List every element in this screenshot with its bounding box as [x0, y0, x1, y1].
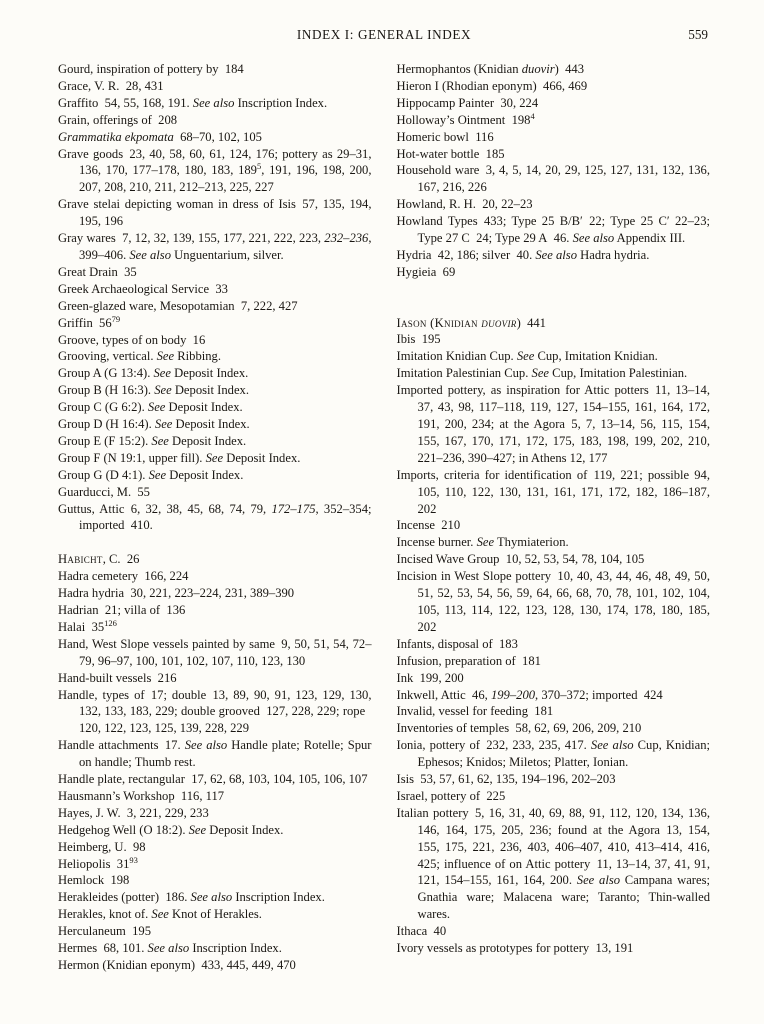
entry-text: Invalid, vessel for feeding 181	[396, 704, 554, 719]
entry-text: Deposit Index.	[206, 822, 284, 837]
entry-text: See	[156, 349, 175, 364]
entry-text: Group B (H 16:3).	[58, 383, 155, 398]
entry-text: Isis 53, 57, 61, 62, 135, 194–196, 202–203	[396, 772, 616, 787]
index-entry	[58, 450, 372, 467]
entry-text: Inkwell, Attic 46,	[396, 687, 491, 702]
entry-text: See also	[572, 231, 615, 246]
index-entry	[58, 906, 372, 923]
entry-text: , C. 26	[102, 552, 140, 567]
entry-text: Hand, West Slope vessels painted by same 9, 50, 51, 54, 72–79, 96–97, 100, 101, 102, 107, 110, 123, 130	[58, 636, 372, 668]
entry-text: , 191, 196, 198, 200, 207, 208, 210, 211, 212–213, 225, 227	[79, 163, 372, 195]
index-entry	[58, 737, 372, 771]
index-entry	[58, 129, 372, 146]
footnote-superscript: 126	[104, 617, 117, 628]
index-entry	[58, 315, 372, 332]
entry-text: Hayes, J. W. 3, 221, 229, 233	[58, 805, 209, 820]
page-number: 559	[688, 27, 708, 42]
index-entry	[397, 517, 711, 534]
index-columns	[58, 61, 710, 974]
entry-text: Incense 210	[396, 518, 461, 533]
index-entry	[58, 348, 372, 365]
index-entry	[397, 771, 711, 788]
entry-text: Thymiaterion.	[494, 535, 569, 550]
index-entry	[58, 298, 372, 315]
page-title: INDEX I: GENERAL INDEX	[296, 27, 472, 42]
column-right	[397, 61, 711, 974]
entry-text: See	[188, 822, 207, 837]
entry-text: duovir	[481, 315, 517, 330]
entry-text: Group E (F 15:2).	[58, 433, 152, 448]
entry-text: Deposit Index.	[171, 383, 249, 398]
entry-text: Cup, Knidian; Ephesos; Knidos; Miletos; Platter, Ionian.	[417, 738, 711, 770]
index-entry	[397, 720, 711, 737]
entry-text: Deposit Index.	[223, 450, 301, 465]
entry-text: See	[148, 467, 167, 482]
entry-text: Cup, Imitation Knidian.	[534, 349, 658, 364]
index-entry	[397, 467, 711, 518]
entry-text: Deposit Index.	[172, 417, 250, 432]
index-entry	[58, 365, 372, 382]
entry-text: See	[516, 349, 535, 364]
entry-text: , 352–354; imported 410.	[79, 501, 372, 533]
index-entry	[58, 61, 372, 78]
index-entry	[58, 484, 372, 501]
entry-text: See also	[184, 738, 228, 753]
entry-text: Cup, Imitation Palestinian.	[549, 366, 688, 381]
entry-text: Ivory vessels as prototypes for pottery 13, 191	[396, 941, 634, 956]
entry-text: Campana wares; Gnathia ware; Malacena ware; Taranto; Thin-walled wares.	[417, 873, 710, 922]
entry-text: Handle attachments 17.	[58, 738, 185, 753]
entry-text: See	[154, 417, 173, 432]
index-entry	[58, 839, 372, 856]
index-entry	[58, 416, 372, 433]
entry-text: Hand-built vessels 216	[58, 670, 177, 685]
entry-text: See	[147, 400, 166, 415]
index-entry	[397, 923, 711, 940]
entry-text: Inventories of temples 58, 62, 69, 206, 209, 210	[396, 721, 642, 736]
entry-text: Holloway’s Ointment 198	[396, 112, 531, 127]
entry-text: Group F (N 19:1, upper fill).	[58, 450, 206, 465]
entry-text: Deposit Index.	[165, 400, 243, 415]
entry-text: Gourd, inspiration of pottery by 184	[58, 62, 244, 76]
entry-text: Unguentarium, silver.	[171, 247, 284, 262]
entry-text: See also	[147, 941, 190, 956]
entry-text: See also	[190, 890, 233, 905]
index-entry	[58, 433, 372, 450]
entry-text: Incision in West Slope pottery 10, 40, 43, 44, 46, 48, 49, 50, 51, 52, 53, 54, 56, 59, 64, 66, 68, 70, 78, 101, 102, 104, 105, 113, 114, 122, 123, 128, 130, 174, 178, 180, 185, 202	[396, 569, 710, 634]
entry-text: Imported pottery, as inspiration for Attic potters 11, 13–14, 37, 43, 98, 117–118, 119, 127, 154–155, 161, 164, 172, 191, 200, 234; at the Agora 5, 7, 13–14, 56, 115, 154, 155, 167, 170, 171, 172, 175, 183, 198, 199, 202, 210, 221–236, 390–427; in Athens 12, 177	[396, 383, 710, 465]
entry-text: Hydria 42, 186; silver 40.	[396, 247, 536, 262]
entry-text: Hieron I (Rhodian eponym) 466, 469	[396, 78, 588, 93]
entry-text: Ionia, pottery of 232, 233, 235, 417.	[396, 738, 591, 753]
index-entry	[58, 501, 372, 535]
entry-text: Group D (H 16:4).	[58, 417, 155, 432]
entry-text: Grave stelai depicting woman in dress of Isis 57, 135, 194, 195, 196	[58, 197, 372, 229]
index-entry	[58, 551, 372, 568]
index-entry	[58, 382, 372, 399]
entry-text: duovir	[521, 62, 555, 76]
entry-text: Handle plate; Rotelle; Spur on handle; Thumb rest.	[79, 738, 372, 770]
index-entry	[397, 247, 711, 264]
index-entry	[397, 331, 711, 348]
entry-text: Groove, types of on body 16	[58, 332, 206, 347]
entry-text: See	[153, 366, 171, 381]
entry-text: Hausmann’s Workshop 116, 117	[58, 788, 225, 803]
index-entry	[58, 281, 372, 298]
entry-text: See	[151, 433, 169, 448]
index-entry	[58, 923, 372, 940]
index-entry	[397, 788, 711, 805]
entry-text: See also	[590, 738, 634, 753]
entry-text: Ribbing.	[174, 349, 221, 364]
page-header	[58, 27, 710, 45]
entry-text: See also	[535, 247, 577, 262]
footnote-superscript: 5	[256, 161, 262, 172]
entry-text: See also	[129, 247, 171, 262]
entry-text: Gray wares 7, 12, 32, 139, 155, 177, 221, 222, 223,	[58, 231, 325, 246]
entry-text: Griffin 56	[58, 315, 112, 330]
index-entry	[397, 568, 711, 636]
entry-text: Appendix III.	[614, 231, 686, 246]
index-entry	[397, 95, 711, 112]
entry-text: Habicht	[58, 552, 103, 567]
index-entry	[58, 856, 372, 873]
index-entry	[397, 213, 711, 247]
index-entry	[58, 822, 372, 839]
entry-text: Deposit Index.	[168, 433, 247, 448]
entry-text: Inscription Index.	[189, 941, 282, 956]
index-entry	[58, 95, 372, 112]
entry-text: Hermophantos (Knidian	[396, 62, 522, 76]
index-entry	[58, 619, 372, 636]
index-entry	[397, 162, 711, 196]
index-entry	[397, 264, 711, 281]
entry-text: Knot of Herakles.	[168, 907, 262, 922]
index-entry	[58, 889, 372, 906]
entry-text: Halai 35	[58, 619, 105, 634]
entry-text: Incense burner.	[396, 535, 477, 550]
index-entry	[58, 585, 372, 602]
entry-text: Greek Archaeological Service 33	[58, 281, 228, 296]
index-entry	[58, 957, 372, 974]
entry-text: ) 441	[516, 315, 546, 330]
entry-text: Ithaca 40	[396, 924, 447, 939]
entry-text: Inscription Index.	[234, 95, 328, 110]
entry-text: Howland, R. H. 20, 22–23	[396, 197, 533, 212]
index-entry	[397, 61, 711, 78]
index-entry	[58, 196, 372, 230]
entry-text: Ibis 195	[396, 332, 441, 347]
index-entry	[58, 636, 372, 670]
entry-text: , 399–406.	[79, 231, 372, 262]
index-entry	[58, 670, 372, 687]
entry-text: Incised Wave Group 10, 52, 53, 54, 78, 104, 105	[396, 552, 645, 567]
entry-text: , 370–372; imported 424	[535, 687, 663, 702]
entry-text: Group A (G 13:4).	[58, 366, 154, 381]
entry-text: Group G (D 4:1).	[58, 467, 149, 482]
entry-text: Group C (G 6:2).	[58, 400, 148, 415]
entry-text: Hadra cemetery 166, 224	[58, 569, 189, 584]
entry-text: 232–236	[324, 231, 369, 246]
index-entry	[397, 129, 711, 146]
index-entry	[58, 467, 372, 484]
entry-text: Grooving, vertical.	[58, 349, 157, 364]
entry-text: 68–70, 102, 105	[173, 129, 262, 144]
footnote-superscript: 93	[129, 854, 138, 865]
index-entry	[58, 788, 372, 805]
entry-text: 199–200	[490, 687, 536, 702]
entry-text: See	[205, 450, 224, 465]
entry-text: Household ware 3, 4, 5, 14, 20, 29, 125, 127, 131, 132, 136, 167, 216, 226	[396, 163, 710, 195]
entry-text: Grain, offerings of 208	[58, 112, 178, 127]
entry-text: Great Drain 35	[58, 264, 137, 279]
entry-text: Hippocamp Painter 30, 224	[396, 95, 539, 110]
index-entry	[58, 146, 372, 197]
index-entry	[397, 737, 711, 771]
entry-text: Inscription Index.	[232, 890, 325, 905]
entry-text: Grave goods 23, 40, 58, 60, 61, 124, 176; pottery as 29–31, 136, 170, 177–178, 180, 183, 189	[58, 146, 372, 178]
entry-text: Handle, types of 17; double 13, 89, 90, 91, 123, 129, 130, 132, 133, 183, 229; double grooved 127, 228, 229; rope 120, 122, 123, 125, 139, 228, 229	[58, 687, 372, 736]
index-entry	[58, 230, 372, 264]
index-entry	[397, 112, 711, 129]
entry-text: Hemlock 198	[58, 873, 130, 888]
entry-text: Grammatika ekpomata	[58, 129, 174, 144]
entry-text: Iason (Knidian	[396, 315, 482, 330]
entry-text: Infusion, preparation of 181	[396, 653, 541, 668]
entry-text: See also	[576, 873, 621, 888]
index-entry	[58, 399, 372, 416]
entry-text: Imitation Palestinian Cup.	[396, 366, 532, 381]
index-entry	[397, 348, 711, 365]
index-entry	[397, 196, 711, 213]
entry-text: Herculaneum 195	[58, 924, 152, 939]
index-entry	[58, 940, 372, 957]
index-entry	[58, 771, 372, 788]
entry-text: Guttus, Attic 6, 32, 38, 45, 68, 74, 79,	[58, 501, 272, 516]
index-entry	[397, 146, 711, 163]
footnote-superscript: 4	[530, 110, 535, 121]
index-entry	[397, 703, 711, 720]
index-entry	[397, 687, 711, 704]
index-entry	[58, 568, 372, 585]
index-entry	[58, 332, 372, 349]
index-entry	[397, 534, 711, 551]
index-entry	[58, 805, 372, 822]
entry-text: Hygieia 69	[396, 264, 456, 279]
index-entry	[397, 805, 711, 923]
index-entry	[397, 315, 711, 332]
entry-text: Heliopolis 31	[58, 856, 130, 871]
entry-text: Italian pottery 5, 16, 31, 40, 69, 88, 91, 112, 120, 134, 136, 146, 164, 175, 205, 236; found at the Agora 13, 154, 155, 175, 221, 236, 403, 406–407, 410, 413–414, 416, 425; influence of on Attic pottery 11, 13–14, 37, 41, 91, 121, 154–155, 161, 164, 200.	[396, 805, 710, 888]
index-entry	[397, 670, 711, 687]
entry-text: See	[154, 383, 172, 398]
index-entry	[397, 636, 711, 653]
entry-text: Hedgehog Well (O 18:2).	[58, 822, 189, 837]
entry-text: Homeric bowl 116	[396, 129, 494, 144]
entry-text: Israel, pottery of 225	[396, 788, 506, 803]
index-entry	[58, 872, 372, 889]
index-entry	[397, 78, 711, 95]
entry-text: See	[531, 366, 550, 381]
entry-text: Imitation Knidian Cup.	[396, 349, 517, 364]
index-entry	[58, 264, 372, 281]
entry-text: Imports, criteria for identification of 119, 221; possible 94, 105, 110, 122, 130, 131, 161, 171, 172, 182, 186–187, 202	[396, 467, 710, 516]
entry-text: ) 443	[554, 62, 584, 76]
entry-text: Graffito 54, 55, 168, 191.	[58, 95, 193, 110]
entry-text: Ink 199, 200	[396, 670, 464, 685]
entry-text: 172–175	[271, 501, 316, 516]
index-entry	[397, 940, 711, 957]
entry-text: Hadrian 21; villa of 136	[58, 602, 186, 617]
entry-text: Heimberg, U. 98	[58, 839, 146, 854]
entry-text: See also	[192, 95, 235, 110]
entry-text: See	[151, 907, 169, 922]
entry-text: Deposit Index.	[166, 467, 244, 482]
entry-text: Hadra hydria 30, 221, 223–224, 231, 389–390	[58, 586, 295, 601]
index-entry	[58, 687, 372, 738]
entry-text: Deposit Index.	[170, 366, 249, 381]
entry-text: Herakleides (potter) 186.	[58, 890, 191, 905]
column-left	[58, 61, 372, 974]
entry-text: Guarducci, M. 55	[58, 484, 150, 499]
index-entry	[58, 78, 372, 95]
entry-text: Hot-water bottle 185	[396, 146, 505, 161]
entry-text: Grace, V. R. 28, 431	[58, 78, 164, 93]
entry-text: Hermon (Knidian eponym) 433, 445, 449, 470	[58, 958, 296, 973]
entry-text: Hermes 68, 101.	[58, 941, 148, 956]
index-entry	[397, 365, 711, 382]
index-entry	[58, 112, 372, 129]
entry-text: See	[476, 535, 495, 550]
index-entry	[397, 382, 711, 467]
entry-text: Herakles, knot of.	[58, 907, 152, 922]
entry-text: Handle plate, rectangular 17, 62, 68, 103, 104, 105, 106, 107	[58, 772, 368, 787]
footnote-superscript: 79	[111, 313, 121, 324]
entry-text: Howland Types 433; Type 25 B/B′ 22; Type 25 C′ 22–23; Type 27 C 24; Type 29 A 46.	[396, 214, 710, 246]
entry-text: Green-glazed ware, Mesopotamian 7, 222, 427	[58, 298, 298, 313]
entry-text: Infants, disposal of 183	[396, 636, 518, 651]
index-entry	[397, 551, 711, 568]
index-entry	[58, 602, 372, 619]
entry-text: Hadra hydria.	[577, 247, 650, 262]
index-entry	[397, 653, 711, 670]
